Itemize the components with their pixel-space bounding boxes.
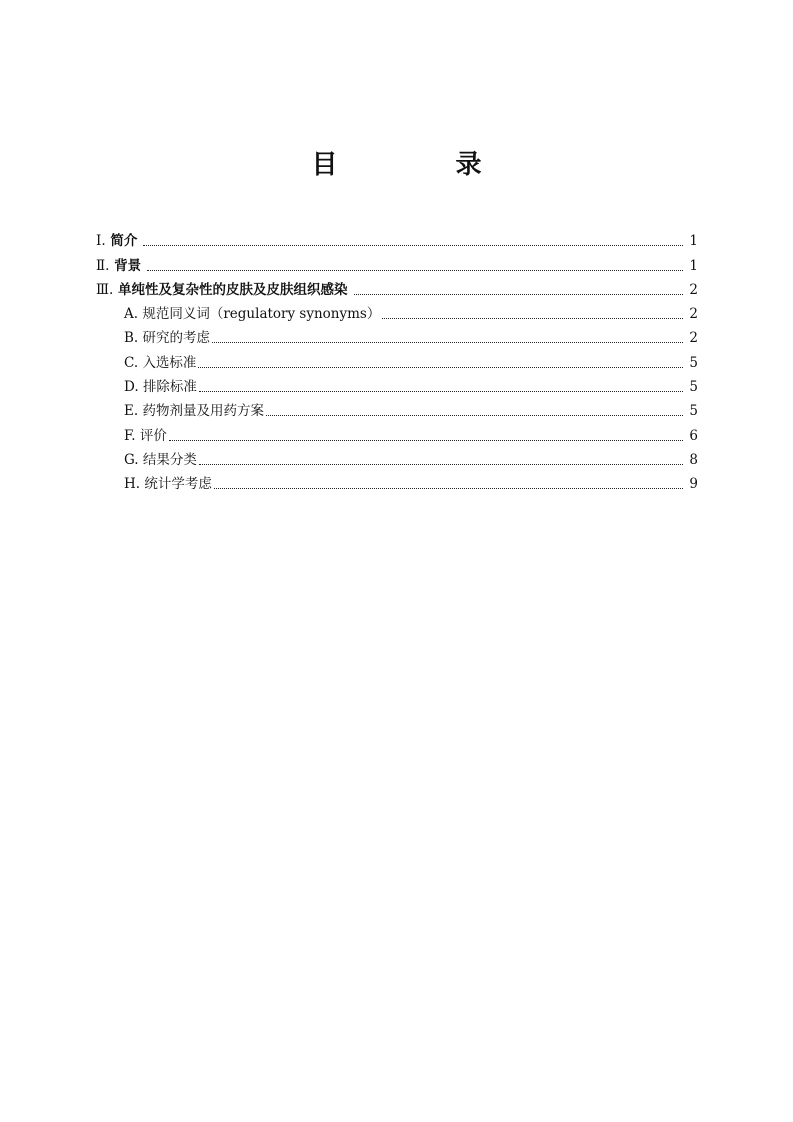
table-of-contents xyxy=(96,226,698,493)
dot-leader xyxy=(143,245,683,246)
toc-entry-label xyxy=(124,451,197,469)
toc-page-number: 2 xyxy=(689,330,698,347)
dot-leader xyxy=(169,440,684,441)
toc-entry-outcome-classification[interactable] xyxy=(96,445,698,469)
toc-entry-exclusion-criteria[interactable] xyxy=(96,372,698,396)
toc-entry-label xyxy=(124,427,167,445)
toc-entry-statistical-considerations[interactable] xyxy=(96,469,698,493)
toc-entry-regulatory-synonyms[interactable] xyxy=(96,299,698,323)
toc-page-number: 6 xyxy=(689,427,698,444)
toc-entry-title: 入选标准 xyxy=(142,354,197,371)
toc-entry-number: A. xyxy=(124,306,139,323)
toc-entry-title: 背景 xyxy=(114,257,142,274)
toc-page-number: 5 xyxy=(689,403,698,420)
dot-leader xyxy=(198,367,683,368)
toc-entry-number: F. xyxy=(124,427,136,444)
toc-page-number: 8 xyxy=(689,451,698,468)
dot-leader xyxy=(214,488,684,489)
toc-entry-number: Ⅱ. xyxy=(96,257,110,274)
toc-entry-label xyxy=(124,354,196,372)
dot-leader xyxy=(266,415,683,416)
toc-entry-title: 规范同义词（regulatory synonyms） xyxy=(142,306,381,323)
toc-page-number: 1 xyxy=(689,257,698,274)
toc-entry-title: 简介 xyxy=(110,233,138,250)
toc-entry-label xyxy=(124,402,264,420)
dot-leader xyxy=(199,391,683,392)
toc-entry-number: G. xyxy=(124,451,139,468)
toc-page-number: 2 xyxy=(689,306,698,323)
toc-entry-title: 评价 xyxy=(139,427,167,444)
dot-leader xyxy=(354,294,684,295)
toc-entry-study-considerations[interactable] xyxy=(96,323,698,347)
toc-entry-title: 排除标准 xyxy=(142,379,197,396)
toc-entry-number: C. xyxy=(124,354,139,371)
dot-leader xyxy=(382,318,683,319)
toc-entry-label xyxy=(96,257,141,275)
toc-entry-number: H. xyxy=(124,476,141,493)
dot-leader xyxy=(147,270,683,271)
toc-entry-background[interactable] xyxy=(96,250,698,274)
toc-entry-number: Ⅰ. xyxy=(96,233,106,250)
toc-entry-label xyxy=(96,232,137,250)
toc-entry-title: 研究的考虑 xyxy=(142,330,211,347)
toc-entry-number: E. xyxy=(124,403,139,420)
toc-entry-number: Ⅲ. xyxy=(96,281,114,298)
toc-entry-label xyxy=(124,378,197,396)
toc-entry-title: 结果分类 xyxy=(142,451,197,468)
toc-entry-title: 单纯性及复杂性的皮肤及皮肤组织感染 xyxy=(118,281,348,298)
toc-entry-inclusion-criteria[interactable] xyxy=(96,347,698,371)
toc-page-number: 9 xyxy=(689,476,698,493)
toc-entry-label xyxy=(124,305,380,323)
toc-entry-dosing[interactable] xyxy=(96,396,698,420)
toc-entry-number: D. xyxy=(124,379,139,396)
toc-page-number: 5 xyxy=(689,379,698,396)
toc-page-number: 2 xyxy=(689,281,698,298)
toc-entry-label xyxy=(124,329,210,347)
dot-leader xyxy=(212,342,683,343)
toc-entry-number: B. xyxy=(124,330,139,347)
page-title: 目 录 xyxy=(311,150,528,180)
toc-entry-skin-infections[interactable] xyxy=(96,275,698,299)
dot-leader xyxy=(199,464,684,465)
toc-entry-title: 药物剂量及用药方案 xyxy=(142,403,264,420)
toc-page-number: 1 xyxy=(689,233,698,250)
toc-entry-title: 统计学考虑 xyxy=(144,476,212,493)
toc-entry-label xyxy=(124,475,212,493)
toc-page-number: 5 xyxy=(689,354,698,371)
toc-entry-label xyxy=(96,281,348,299)
toc-entry-evaluation[interactable] xyxy=(96,420,698,444)
toc-entry-introduction[interactable] xyxy=(96,226,698,250)
